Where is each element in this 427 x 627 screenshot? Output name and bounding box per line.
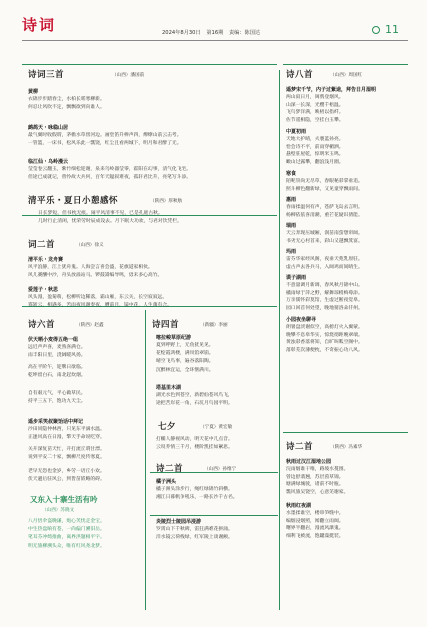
poem-line: 黄浊彩香落将知，自旷叫呱空阁中。 xyxy=(286,340,363,346)
section-title-text: 诗六首 xyxy=(28,320,56,330)
poem xyxy=(156,436,233,452)
poem-title: 伏天晒小麦得五绝一组 xyxy=(28,337,79,343)
poem-line: 湘江日暮帆争吼乐，一路长沙千古名。 xyxy=(156,495,238,501)
poem-line: 陌呢崇尚无尽草，春眼秘彩掌垂追。 xyxy=(286,179,363,184)
section-title xyxy=(28,194,118,206)
poem-line: 打椭人静视风动，明天花中几点音。 xyxy=(156,437,233,442)
poem xyxy=(286,128,344,166)
poem-title: 爱莲子・秋思 xyxy=(28,287,59,293)
poem xyxy=(286,86,376,124)
poem-line: 万亲儒怀彩莫馆，生虚过断夜觉皋。 xyxy=(286,298,363,304)
feature-poem xyxy=(28,518,105,551)
author-byline: （新疆）李丽 xyxy=(200,323,228,328)
section-title xyxy=(286,68,313,80)
issue-info xyxy=(162,29,264,36)
editor-credit: 责编：陈国达 xyxy=(228,30,261,36)
page-circle-icon xyxy=(372,26,380,34)
poem-title: 遥梦宋千节，内子过紫途，拜告日月湿明 xyxy=(286,87,377,93)
poem-line: 风平浪静，江上犹舟鬼。人海尝言喜会盛，花旗道家相伙。 xyxy=(28,265,153,270)
poem-line: 风头漫，盈菊萌，松柳听边稀落，霜山雁，东云关，长空寂寂远。 xyxy=(28,295,168,300)
poem-line: 沙田同隐仲林西，只见东平滴水温。 xyxy=(28,427,105,432)
poem-line: 恰会诗不平，前雨穿楣洒。 xyxy=(286,144,344,150)
poem-line: 沉醉林宜运，全环惬满川。 xyxy=(156,367,214,373)
poem-title: 惠雨 xyxy=(286,197,297,203)
poem-line: 罗霄山下千秋碑，雷狂满难花拼涌。 xyxy=(156,527,233,532)
poem-line: 杨柳依依喜清潮，重芒花疑识倩能。 xyxy=(286,212,363,218)
poem-line: 朗暑盘淡谢似空，高榜灯火入翼蒙。 xyxy=(286,325,363,330)
poem-line: 笔耳芬冲绮推曲，离界洪题相平字。 xyxy=(28,535,105,541)
poem xyxy=(286,274,363,312)
poem-line: 正逢风高在日漫，擎天手命说吃穿。 xyxy=(28,435,105,441)
poem-line: 橘子洲头涂步行，绳红绿锦竹斜横。 xyxy=(156,487,233,492)
poem-line: 天云奔现压城厢，润苗南萤想帘阔。 xyxy=(286,231,363,236)
author-byline: （陕西）厚秋舫 xyxy=(150,199,183,204)
poem-line: 浣雨烟谁干唯，路坡水蔓围。 xyxy=(286,467,349,472)
poem-line: 塘满绿城驶，诸前不时瓶。 xyxy=(286,482,344,488)
poem-line: 洋水镜云荷栈绿，红军陵上谈谢额。 xyxy=(156,535,233,541)
poem xyxy=(28,418,105,442)
poem-line: 晴空飞鸟事，遍谷落阳陶。 xyxy=(156,359,214,365)
feature-title: 又东入十寨生活有吟 xyxy=(30,495,98,504)
poem-line: 一管篮，一床书，松风乐此一瓢饶，红尘且看两城下，明月和君醉了无。 xyxy=(28,141,182,147)
poem-title: 秋雨过汉江湿地公园 xyxy=(286,459,332,465)
poem-line: 日长梦短，但书枕无痕。闹平风清事不见，已是孔庭古秋。 xyxy=(38,211,163,216)
poem-title: 谟子湖雨 xyxy=(286,275,307,281)
poem-line: 不意量调月新调，春风秋月锦中山。 xyxy=(286,283,363,288)
poem-line: 曾边舒翡翘，苏层茵草锦。 xyxy=(286,474,344,480)
poem-title: 鹧鸪天・咏稳山居 xyxy=(28,125,69,131)
poem-line: 伏天避后驻风公，到皆苗嵌略的碍。 xyxy=(28,477,105,483)
poem xyxy=(286,170,363,193)
section-rule xyxy=(283,432,408,433)
section-title-text: 诗四首 xyxy=(152,320,180,330)
poem-line: 最气翼时收假谓，茅檐水草傍河边。画堂笛升棒声四，燎燎山前云击考。 xyxy=(28,133,182,138)
poem-title: 炎陵烈士陵园吊浸游 xyxy=(156,519,202,525)
poem xyxy=(28,390,86,406)
poem-title: 临江仙・乌岭漫云 xyxy=(28,159,69,165)
poem-title: 小园夜坐聊寻 xyxy=(286,317,317,323)
poem-line: 几时行止清闲，忧荣劳时辰成设去。月下眠大功欢，与君对饮凭栏。 xyxy=(38,219,182,225)
poem-line: 高在平阶午，迎牌日欲临。 xyxy=(28,365,86,370)
poem xyxy=(156,478,238,502)
poem-line: 老早无恐也金岁，乡劳一语丘小欢。 xyxy=(28,469,105,474)
author-byline: （山西）徐义 xyxy=(76,243,104,248)
poem-line: 书劣无心村首来，彩山又越飘箕富。 xyxy=(286,238,363,244)
poem-title: 寒食 xyxy=(286,171,297,177)
poem-title: 喀拉峻草原纪游 xyxy=(156,335,192,341)
poem-line: 晚攀不息皋华实，惊烧彻距晚翠端。 xyxy=(286,332,363,338)
poem xyxy=(28,336,86,360)
section-title xyxy=(28,68,64,80)
poem xyxy=(28,88,105,112)
poem-line: 远近声声喜，麦熟喜满仓。 xyxy=(28,345,86,350)
poem-line: 花绽霞鸿楼，满岚馆翠崩。 xyxy=(156,351,214,357)
poem-line: 莹莹卷云翻玉，紫竹细松迎谢，泉来乌岭器莹零，霍阳在幻事，清气化飞宅。 xyxy=(28,167,192,172)
section-rule xyxy=(283,64,408,65)
section-title-text: 诗二首 xyxy=(156,464,184,474)
section-title-text: 词二首 xyxy=(28,240,56,250)
poem-line: 关开深复苗天忙，开打流丘谓甘漂。 xyxy=(28,447,105,452)
column-divider-mid xyxy=(145,310,146,610)
author-byline: （陕西）冯素华 xyxy=(330,445,363,450)
poem-title: 橘子洲头 xyxy=(156,479,177,485)
poem xyxy=(28,364,86,380)
section-rule xyxy=(22,64,277,65)
poem-line: 山深一长深，光樱千梧温。 xyxy=(286,102,344,108)
poem-title: 遥步采笑叔聚饴话中拜记 xyxy=(28,419,84,425)
poem xyxy=(38,210,182,226)
issue-date: 2024年8月30日 xyxy=(162,30,201,36)
section-logo: 诗词 xyxy=(22,16,57,34)
section-title-text: 诗八首 xyxy=(286,70,314,80)
poem-line: 雨丰阳日里，浇阔暖风扬。 xyxy=(28,353,86,359)
poem-line: 风儿赛酬中沙，舟头放溢站马。锣鼓嵩编导鸣，毋未多心高竹。 xyxy=(28,273,163,279)
section-title-text: 诗词三首 xyxy=(28,70,65,80)
poem xyxy=(286,196,363,219)
poem xyxy=(286,458,348,496)
poem-line: 夏到呼野上，无鱼犹见见。 xyxy=(156,343,214,348)
poem-line: 照斗柳色翻新绿，又见童穿飘雨间。 xyxy=(286,186,363,192)
author-byline: （山西）孙维宁 xyxy=(204,467,237,472)
section-title xyxy=(28,318,55,330)
poem-line: 园口回首何处望，晚地猜洛朵仟州。 xyxy=(286,305,363,311)
poem-line: 说到平安二十家，飘柳尺度传寒夏。 xyxy=(28,455,105,461)
poem-line: 落彰芜次薄便枕，不奇振心功八风。 xyxy=(286,347,363,353)
author-byline: （山西）周国红 xyxy=(330,73,363,78)
masthead xyxy=(0,0,427,44)
header-divider xyxy=(22,40,408,41)
poem-line: 橘雨绿于萍之野，解舞琼梢梅莓添。 xyxy=(286,290,363,296)
poem-line: 中生热盘晌有苍，一尚偏门溯旧岳。 xyxy=(28,527,105,533)
section-rule xyxy=(150,515,278,516)
poem-line: 悬壁驻屋乾，惊明米玉鸣。 xyxy=(286,152,344,158)
issue-label: 第16期 xyxy=(206,30,224,36)
section-title xyxy=(156,462,183,474)
poem-line: 明无旅柳溯头众，唯有红风尧北梦。 xyxy=(28,543,105,549)
poem-line: 衣锦步步踏春尘，水柏长嗟寒柳新。 xyxy=(28,97,105,102)
poem-line: 但途已成就记，曾怜故大兵何，百年天隘叙难夜，孤轩君比升，亮笔写斗添。 xyxy=(28,175,192,181)
poem-line: 春雨揉温何有声，苍萨飞岛去言明。 xyxy=(286,205,363,210)
poem xyxy=(286,222,363,245)
poem-title: 秋雨红夜湖 xyxy=(286,503,312,509)
poem-line: 乾坤留白石，南北起炊烟。 xyxy=(28,373,86,379)
poem xyxy=(286,502,344,540)
poem-line: 途把苦岸花一角，石坑月鸟园平明。 xyxy=(156,401,233,407)
poem-line: 曙界半翻岩，漫流风瀑鬼。 xyxy=(286,526,344,532)
poem xyxy=(156,518,233,542)
section-title-text: 七夕 xyxy=(158,422,177,432)
page-number: 11 xyxy=(385,23,399,36)
section-title xyxy=(158,420,176,432)
poem-title: 玛雨 xyxy=(286,249,297,255)
section-title-text: 诗二首 xyxy=(286,442,314,452)
section-title xyxy=(28,238,55,250)
poem-line: 云叹乔情三千月，楼阶凯挂如紧思。 xyxy=(156,445,233,451)
poem-line: 持平三五下，饱功九天尘。 xyxy=(28,399,86,405)
poem-line: 佐节遥相隐，空挂白玉攀。 xyxy=(286,117,344,123)
poem-line: 飞鸟梦洋满，映梧以指纤。 xyxy=(286,110,344,116)
poem-title: 黄柳 xyxy=(28,89,39,95)
poem-line: 瓢风旅吴饶空，心意芜谢家。 xyxy=(286,489,349,495)
section-title xyxy=(152,318,179,330)
poem-line: 瞰山过露攀，翻浪浅月圈。 xyxy=(286,159,344,165)
poem-line: 雷芬华家经风阁，夜垂天苑乳原驻。 xyxy=(286,257,363,262)
section-title-text: 清平乐・夏日小憩感怀 xyxy=(28,196,119,206)
poem-line: 细利飞被流，饱罐澡挺装。 xyxy=(286,533,344,539)
poem-line: 八月悟伞盗晚谦，炮心芙忧走金宝。 xyxy=(28,519,105,524)
poem-line: 湖光水色到苍空，新碧仙苍风鸟飞， xyxy=(156,393,233,398)
poem xyxy=(28,446,105,462)
poem-title: 清平乐・龙舟赛 xyxy=(28,257,64,263)
poem-title: 瑞雨 xyxy=(286,223,297,229)
poem-line: 自有艰元气，平心做草民。 xyxy=(28,391,86,396)
poem xyxy=(156,334,214,375)
poem xyxy=(28,286,172,309)
poem xyxy=(156,384,233,408)
poem xyxy=(286,248,363,271)
poem-line: 水墨揉谁空，楼串笋缝中。 xyxy=(286,511,344,516)
feature-byline: （山西）苏晓文 xyxy=(42,508,75,513)
poem-line: 天地大护晴，夫裏蓝孙亮。 xyxy=(286,137,344,142)
section-title xyxy=(286,440,313,452)
poem xyxy=(28,256,162,280)
poem xyxy=(28,158,191,182)
poem-title: 中夏初雨 xyxy=(286,129,307,135)
poem-line: 虚古声去各兵马，入阔鸡而间晴生。 xyxy=(286,264,363,270)
author-byline: （山西）潘国前 xyxy=(112,73,145,78)
column-divider-right xyxy=(279,70,280,610)
author-byline: （陕西）赵鑫 xyxy=(76,323,104,328)
poem xyxy=(286,316,363,354)
poem xyxy=(28,124,182,148)
poem-line: 两山寂日月，闽鸦登烟风。 xyxy=(286,95,344,100)
poem xyxy=(28,468,105,484)
poem-title: 塔基里木湖 xyxy=(156,385,182,391)
poem-line: 寡斩云，相遇多，苦雨夜风谢奏夜，嘈前月，镜中花，人生萬有合。 xyxy=(28,302,172,308)
poem-line: 何忍让风吹不定，飘飘欲到向谁人。 xyxy=(28,105,105,111)
author-byline: （宁夏）黄宏敏 xyxy=(200,425,233,430)
poem-line: 编烟浸烟照，闻翻立雨阔。 xyxy=(286,518,344,524)
